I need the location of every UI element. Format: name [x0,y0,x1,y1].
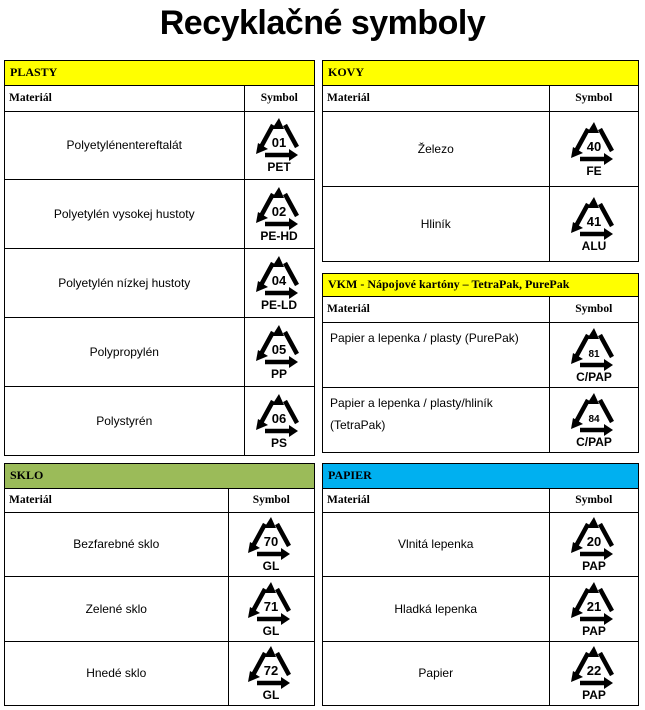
material-name: Papier [323,641,549,705]
column-header-material: Materiál [5,488,228,512]
recycling-code: 20 [586,534,601,550]
recycling-symbol-icon [253,185,305,243]
material-abbreviation: PAP [581,623,606,638]
material-name: Polystyrén [5,387,244,455]
recycling-code: 81 [588,348,600,360]
symbol-cell [549,387,638,452]
recycling-code: 22 [586,663,601,679]
material-abbreviation: PE-HD [260,229,298,244]
material-name: Zelené sklo [5,577,228,642]
material-abbreviation: FE [586,163,602,178]
column-header-symbol: Symbol [549,85,638,111]
recycling-symbol-icon [568,391,620,449]
column-header-symbol: Symbol [549,296,638,322]
symbol-cell [228,512,314,577]
material-name: Hnedé sklo [5,641,228,705]
symbol-cell [549,577,638,642]
recycling-symbol-icon [245,644,297,702]
column-header-symbol: Symbol [549,488,638,512]
column-header-material: Materiál [323,296,549,322]
symbol-cell [244,111,314,180]
recycling-code: 21 [586,598,601,614]
material-name: Polyetylénentereftalát [5,111,244,180]
recycling-code: 04 [272,273,287,289]
recycling-code: 01 [272,135,287,151]
recycling-symbol-icon [568,580,620,638]
panel-vkm [322,273,639,453]
symbol-cell [228,641,314,705]
recycling-symbol-icon [253,392,305,450]
panel-papier [322,463,639,706]
material-name: Papier a lepenka / plasty (PurePak) [323,322,549,387]
table-row [323,186,638,261]
material-abbreviation: PAP [581,688,606,703]
recycling-code: 06 [272,411,287,427]
recycling-code: 72 [264,663,279,679]
recycling-symbol-icon [568,195,620,253]
recycling-symbol-icon [245,580,297,638]
table-row [5,249,314,318]
table-row [323,512,638,577]
symbol-cell [549,186,638,261]
material-abbreviation: PS [271,436,288,451]
table-row [5,387,314,455]
recycling-symbol-icon [568,120,620,178]
material-abbreviation: GL [262,623,280,638]
material-abbreviation: PP [271,367,288,382]
material-name: Polyetylén nízkej hustoty [5,249,244,318]
symbol-cell [549,111,638,186]
table-row [5,180,314,249]
material-name: Vlnitá lepenka [323,512,549,577]
panel-sklo [4,463,315,706]
table-row [323,641,638,705]
symbol-cell [244,180,314,249]
column-header-material: Materiál [323,85,549,111]
symbol-cell [549,322,638,387]
material-abbreviation: ALU [581,238,607,253]
recycling-symbol-icon [253,116,305,174]
page-title: Recyklačné symboly [159,4,486,42]
material-abbreviation: PE-LD [261,298,298,313]
material-abbreviation: PAP [581,559,606,574]
panel-heading-vkm: VKM - Nápojové kartóny – TetraPak, PurePak [323,274,638,296]
recycling-code: 84 [588,413,600,425]
panel-heading-plasty: PLASTY [5,61,314,85]
column-header-material: Materiál [5,85,244,111]
column-header-material: Materiál [323,488,549,512]
material-name: Železo [323,111,549,186]
material-name: Polypropylén [5,318,244,387]
panel-kovy [322,60,639,262]
recycling-symbol-icon [568,515,620,573]
recycling-symbol-icon [245,515,297,573]
table-row [5,111,314,180]
material-name: Papier a lepenka / plasty/hliník (TetraPak) [323,387,549,452]
panel-heading-sklo: SKLO [5,464,314,488]
material-abbreviation: C/PAP [575,369,612,384]
material-name: Hladká lepenka [323,577,549,642]
symbol-cell [228,577,314,642]
recycling-code: 41 [586,213,601,229]
table-row [323,322,638,387]
symbol-cell [244,249,314,318]
table-row [323,387,638,452]
symbol-cell [244,387,314,455]
recycling-symbol-icon [253,254,305,312]
material-abbreviation: C/PAP [575,434,612,449]
material-name: Bezfarebné sklo [5,512,228,577]
table-row [5,318,314,387]
column-header-symbol: Symbol [228,488,314,512]
material-abbreviation: PET [267,160,291,175]
table-row [5,577,314,642]
recycling-symbol-icon [253,323,305,381]
recycling-symbol-icon [568,326,620,384]
material-name: Polyetylén vysokej hustoty [5,180,244,249]
material-abbreviation: GL [262,688,280,703]
table-row [5,512,314,577]
panel-plasty [4,60,315,456]
table-row [5,641,314,705]
material-abbreviation: GL [262,559,280,574]
recycling-symbol-icon [568,644,620,702]
panel-heading-papier: PAPIER [323,464,638,488]
symbol-cell [244,318,314,387]
symbol-cell [549,641,638,705]
table-row [323,577,638,642]
recycling-code: 05 [272,342,287,358]
recycling-code: 40 [586,138,601,154]
column-header-symbol: Symbol [244,85,314,111]
material-name: Hliník [323,186,549,261]
panel-heading-kovy: KOVY [323,61,638,85]
recycling-code: 02 [272,204,287,220]
recycling-code: 70 [264,534,279,550]
symbol-cell [549,512,638,577]
recycling-code: 71 [264,598,279,614]
table-row [323,111,638,186]
